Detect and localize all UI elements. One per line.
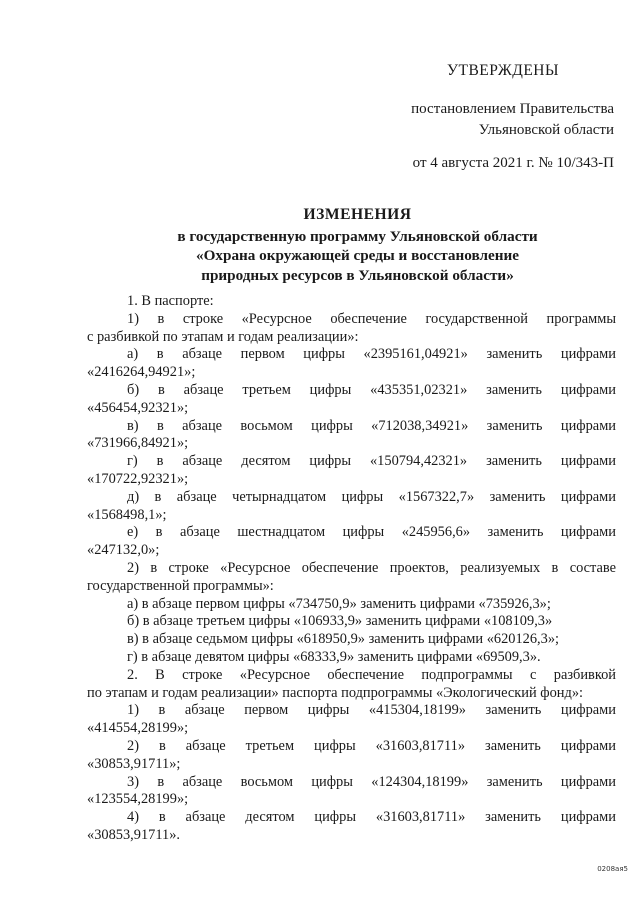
item-2-2-line-2: «30853,91711»; bbox=[87, 755, 181, 772]
item-1-1-a-line-1: а) в абзаце первом цифры «2395161,04921» заменить цифрами bbox=[127, 346, 616, 363]
item-1-2-line-1: 2) в строке «Ресурсное обеспечение проектов, реализуемых в составе bbox=[127, 559, 616, 576]
item-1-1-d-line-1: г) в абзаце десятом цифры «150794,42321» заменить цифрами bbox=[127, 453, 616, 470]
heading-line-1: в государственную программу Ульяновской области bbox=[177, 227, 538, 245]
item-2-1-line-1: 1) в абзаце первом цифры «415304,18199» заменить цифрами bbox=[127, 702, 616, 719]
item-1-1-e-line-2: «1568498,1»; bbox=[87, 506, 167, 523]
item-1-1-c-line-1: в) в абзаце восьмом цифры «712038,34921» заменить цифрами bbox=[127, 417, 616, 434]
item-2-1-line-2: «414554,28199»; bbox=[87, 720, 189, 737]
document-body bbox=[87, 293, 616, 845]
heading-title: ИЗМЕНЕНИЯ bbox=[303, 206, 412, 223]
approval-date: от 4 августа 2021 г. № 10/343-П bbox=[412, 155, 614, 171]
approval-line-1: постановлением Правительства bbox=[411, 101, 614, 117]
item-1-2-d: г) в абзаце девятом цифры «68333,9» заменить цифрами «69509,3». bbox=[127, 648, 541, 665]
item-1-1-a-line-2: «2416264,94921»; bbox=[87, 364, 196, 381]
item-2-line-1: 2. В строке «Ресурсное обеспечение подпрограммы с разбивкой bbox=[127, 666, 616, 683]
item-1-2-c: в) в абзаце седьмом цифры «618950,9» заменить цифрами «620126,3»; bbox=[127, 631, 560, 648]
item-1-1-c-line-2: «731966,84921»; bbox=[87, 435, 189, 452]
document-heading bbox=[90, 205, 625, 285]
approval-block bbox=[364, 60, 614, 174]
heading-line-2: «Охрана окружающей среды и восстановление bbox=[196, 247, 519, 264]
item-1-1-f-line-2: «247132,0»; bbox=[87, 542, 160, 559]
approval-line-2: Ульяновской области bbox=[478, 122, 614, 138]
item-2-4-line-1: 4) в абзаце десятом цифры «31603,81711» заменить цифрами bbox=[127, 809, 616, 826]
item-1-1-b-line-1: б) в абзаце третьем цифры «435351,02321» заменить цифрами bbox=[127, 381, 616, 398]
item-2-line-2: по этапам и годам реализации» паспорта подпрограммы «Экологический фонд»: bbox=[87, 684, 584, 701]
approval-title: УТВЕРЖДЕНЫ bbox=[447, 62, 559, 79]
item-1-2-a: а) в абзаце первом цифры «734750,9» заменить цифрами «735926,3»; bbox=[127, 595, 551, 612]
item-2-2-line-1: 2) в абзаце третьем цифры «31603,81711» заменить цифрами bbox=[127, 737, 616, 754]
item-1: 1. В паспорте: bbox=[127, 293, 214, 309]
item-1-2-b: б) в абзаце третьем цифры «106933,9» заменить цифрами «108109,3» bbox=[127, 613, 553, 630]
item-2-4-line-2: «30853,91711». bbox=[87, 826, 181, 843]
heading-line-3: природных ресурсов в Ульяновской области» bbox=[201, 266, 514, 284]
item-1-1-b-line-2: «456454,92321»; bbox=[87, 399, 189, 416]
item-1-1-line-2: с разбивкой по этапам и годам реализации»: bbox=[87, 328, 359, 345]
item-2-3-line-2: «123554,28199»; bbox=[87, 791, 189, 808]
item-1-2-line-2: государственной программы»: bbox=[87, 577, 274, 594]
item-2-3-line-1: 3) в абзаце восьмом цифры «124304,18199» заменить цифрами bbox=[127, 773, 616, 790]
item-1-1-line-1: 1) в строке «Ресурсное обеспечение государственной программы bbox=[127, 310, 616, 327]
item-1-1-d-line-2: «170722,92321»; bbox=[87, 470, 189, 487]
item-1-1-e-line-1: д) в абзаце четырнадцатом цифры «1567322,7» заменить цифрами bbox=[127, 488, 616, 505]
item-1-1-f-line-1: е) в абзаце шестнадцатом цифры «245956,6» заменить цифрами bbox=[127, 524, 616, 541]
page-stamp: 0208ая5 bbox=[597, 865, 628, 873]
